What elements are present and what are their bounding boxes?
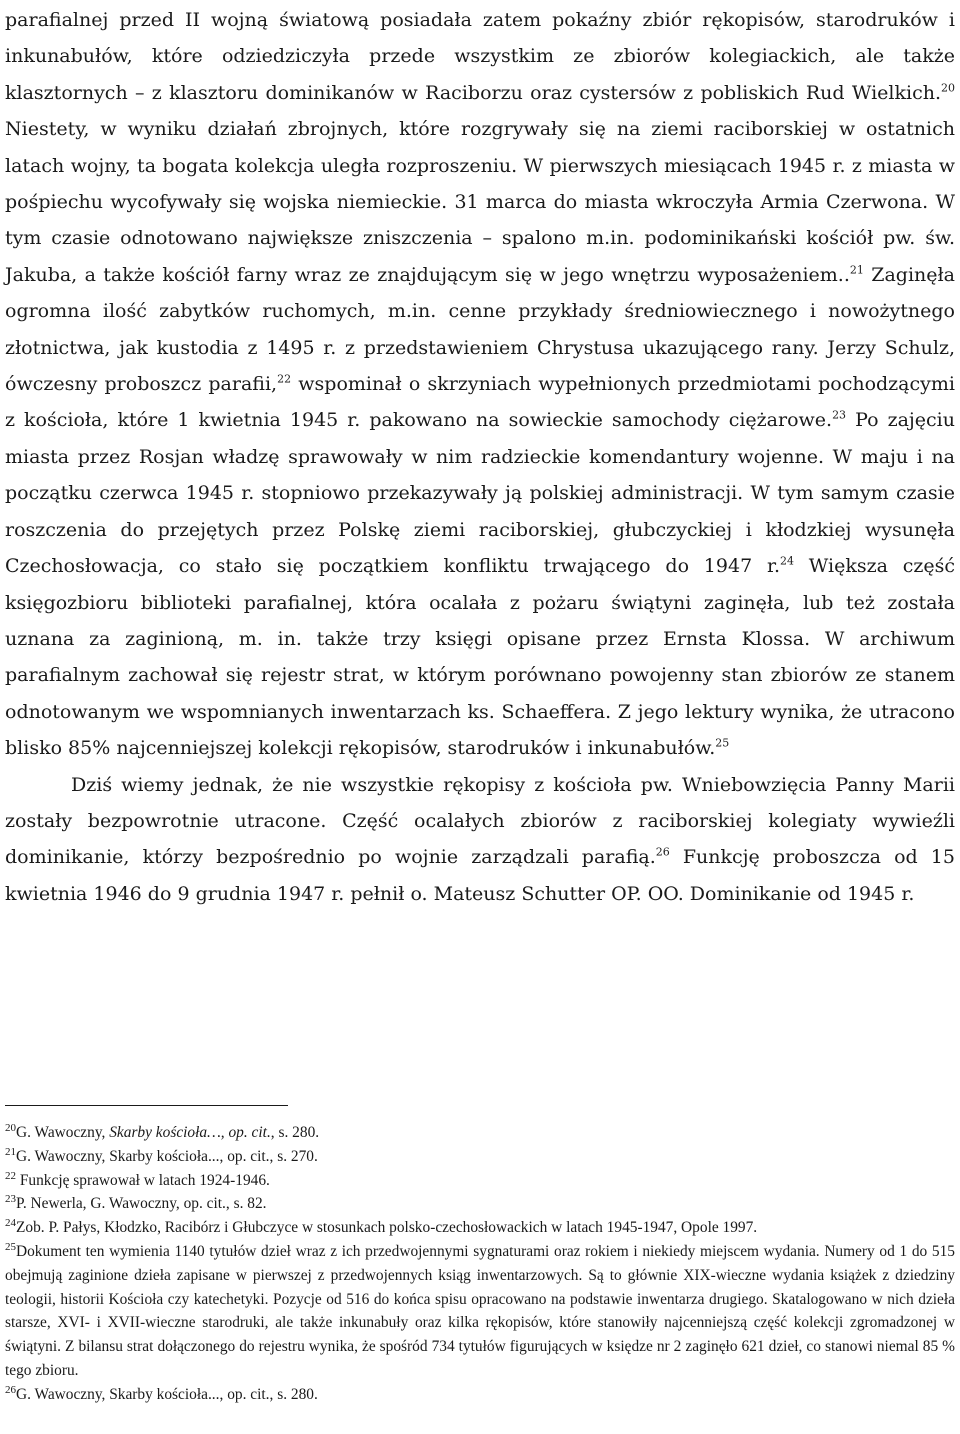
footnote-number: 26 <box>5 1383 16 1396</box>
footnote-text: G. Wawoczny, Skarby kościoła..., op. cit., s. 280. <box>16 1385 318 1403</box>
footnote-text: , s. 280. <box>270 1124 320 1141</box>
text-run: Po zajęciu miasta przez Rosjan władzę sprawowały w nim radzieckie komendantury wojenne. W maju i na początku czerwca 1945 r. stopniowo przekazywały ją polskiej administracji. W tym samym czasie roszczenia do przejętych przez Polskę ziemi raciborskiej, głubczyckiej i kłodzkiej wysunęła Czechosłowacja, co stało się początkiem konfliktu trwającego do 1947 r. <box>5 409 955 578</box>
text-run: Funkcję proboszcza od 15 kwietnia 1946 do 9 grudnia 1947 r. pełnił o. Mateusz Schutter OP. OO. Dominikanie od 1945 r. <box>5 846 955 905</box>
footnote-21 <box>5 1145 955 1169</box>
footnote-title: Skarby kościoła…, op. cit. <box>109 1124 271 1141</box>
footnote-22 <box>5 1169 955 1193</box>
main-text <box>5 0 955 912</box>
text-run: Niestety, w wyniku działań zbrojnych, które rozgrywały się na ziemi raciborskiej w ostatnich latach wojny, ta bogata kolekcja uległa rozproszeniu. W pierwszych miesiącach 1945 r. z miasta w pośpiechu wycofywały się wojska niemieckie. 31 marca do miasta wkroczyła Armia Czerwona. W tym czasie odnotowano największe zniszczenia – spalono m.in. podominikański kościół pw. św. Jakuba, a także kościół farny wraz ze znajdującym się w jego wnętrzu wyposażeniem.. <box>5 118 955 286</box>
text-run: wspominał o skrzyniach wypełnionych przedmiotami pochodzącymi z kościoła, które 1 kwietnia 1945 r. pakowano na sowieckie samochody ciężarowe. <box>5 373 955 432</box>
footnote-text: Dokument ten wymienia 1140 tytułów dzieł wraz z ich przedwojennymi sygnaturami oraz rokiem i niekiedy miejscem wydania. Numery od 1 do 515 obejmują zaginione dzieła zapisane w pierwszej z przedwojennych ksiąg inwentarzowych. Są to głównie XIX-wieczne wydania książek z dziedziny teologii, historii Kościoła czy katechetyki. Pozycje od 516 do końca spisu opracowano na podstawie inwentarza drugiego. Skatalogowano w nich dzieła starsze, XVI- i XVII-wieczne starodruki, ale także inkunabuły oraz kilka rękopisów, które stanowiły najcenniejszą część kolekcji zgromadzonej w świątyni. Z bilansu strat dołączonego do rejestru wynika, że spośród 734 tytułów figurujących w księdze nr 2 zaginęło 621 dzieł, co stanowi niemal 85 % tego zbioru. <box>5 1242 955 1379</box>
footnote-number: 22 <box>5 1169 16 1182</box>
footnote-23 <box>5 1192 955 1216</box>
footnote-number: 23 <box>5 1193 16 1206</box>
text-run: Zaginęła ogromna ilość zabytków ruchomych, m.in. cenne przykłady średniowiecznego i nowożytnego złotnictwa, jak kustodia z 1495 r. z przedstawieniem Chrystusa ukazującego rany. Jerzy Schulz, ówczesny proboszcz parafii, <box>5 263 956 396</box>
text-run: Większa część księgozbioru biblioteki parafialnej, która ocalała z pożaru świątyni zaginęła, lub też została uznana za zaginioną, m. in. także trzy księgi opisane przez Ernsta Klossa. W archiwum parafialnym zachował się rejestr strat, w którym porównano powojenny stan zbiorów ze stanem odnotowanym we wspomnianych inwentarzach ks. Schaeffera. Z jego lektury wynika, że utracono blisko 85% najcenniejszej kolekcji rękopisów, starodruków i inkunabułów. <box>5 555 956 760</box>
footnote-26 <box>5 1383 955 1407</box>
footnote-20 <box>5 1121 955 1145</box>
footnote-24 <box>5 1216 955 1240</box>
paragraph-2 <box>5 767 955 913</box>
footnote-number: 25 <box>5 1240 16 1253</box>
footnote-text: Funkcję sprawował w latach 1924-1946. <box>16 1171 270 1189</box>
footnote-ref-20[interactable]: 20 <box>941 81 955 95</box>
footnote-25 <box>5 1240 955 1383</box>
footnote-text: G. Wawoczny, <box>16 1124 110 1141</box>
footnotes <box>5 1121 955 1407</box>
footnote-text: P. Newerla, G. Wawoczny, op. cit., s. 82. <box>16 1195 267 1213</box>
paragraph-1 <box>5 2 955 767</box>
footnote-ref-21[interactable]: 21 <box>849 263 864 277</box>
document-page <box>5 0 956 1403</box>
footnote-separator <box>5 1105 288 1106</box>
footnote-ref-25[interactable]: 25 <box>715 736 730 750</box>
footnote-ref-23[interactable]: 23 <box>832 409 847 423</box>
footnote-ref-22[interactable]: 22 <box>277 372 292 386</box>
footnote-number: 21 <box>5 1145 16 1158</box>
footnote-text: Zob. P. Pałys, Kłodzko, Racibórz i Głubczyce w stosunkach polsko-czechosłowackich w latach 1945-1947, Opole 1997. <box>16 1219 758 1237</box>
footnote-ref-26[interactable]: 26 <box>655 846 670 860</box>
text-run: Dziś wiemy jednak, że nie wszystkie rękopisy z kościoła pw. Wniebowzięcia Panny Marii zostały bezpowrotnie utracone. Część ocalałych zbiorów z raciborskiej kolegiaty wywieźli dominikanie, którzy bezpośrednio po wojnie zarządzali parafią. <box>5 773 955 869</box>
text-run: parafialnej przed II wojną światową posiadała zatem pokaźny zbiór rękopisów, starodruków i inkunabułów, które odziedziczyła przede wszystkim ze zbiorów kolegiackich, ale także klasztornych – z klasztoru dominikanów w Raciborzu oraz cystersów z pobliskich Rud Wielkich. <box>5 9 955 104</box>
footnote-text: G. Wawoczny, Skarby kościoła..., op. cit., s. 270. <box>16 1147 318 1165</box>
footnote-number: 24 <box>5 1217 16 1230</box>
footnote-number: 20 <box>5 1121 16 1134</box>
footnote-ref-24[interactable]: 24 <box>780 554 794 568</box>
